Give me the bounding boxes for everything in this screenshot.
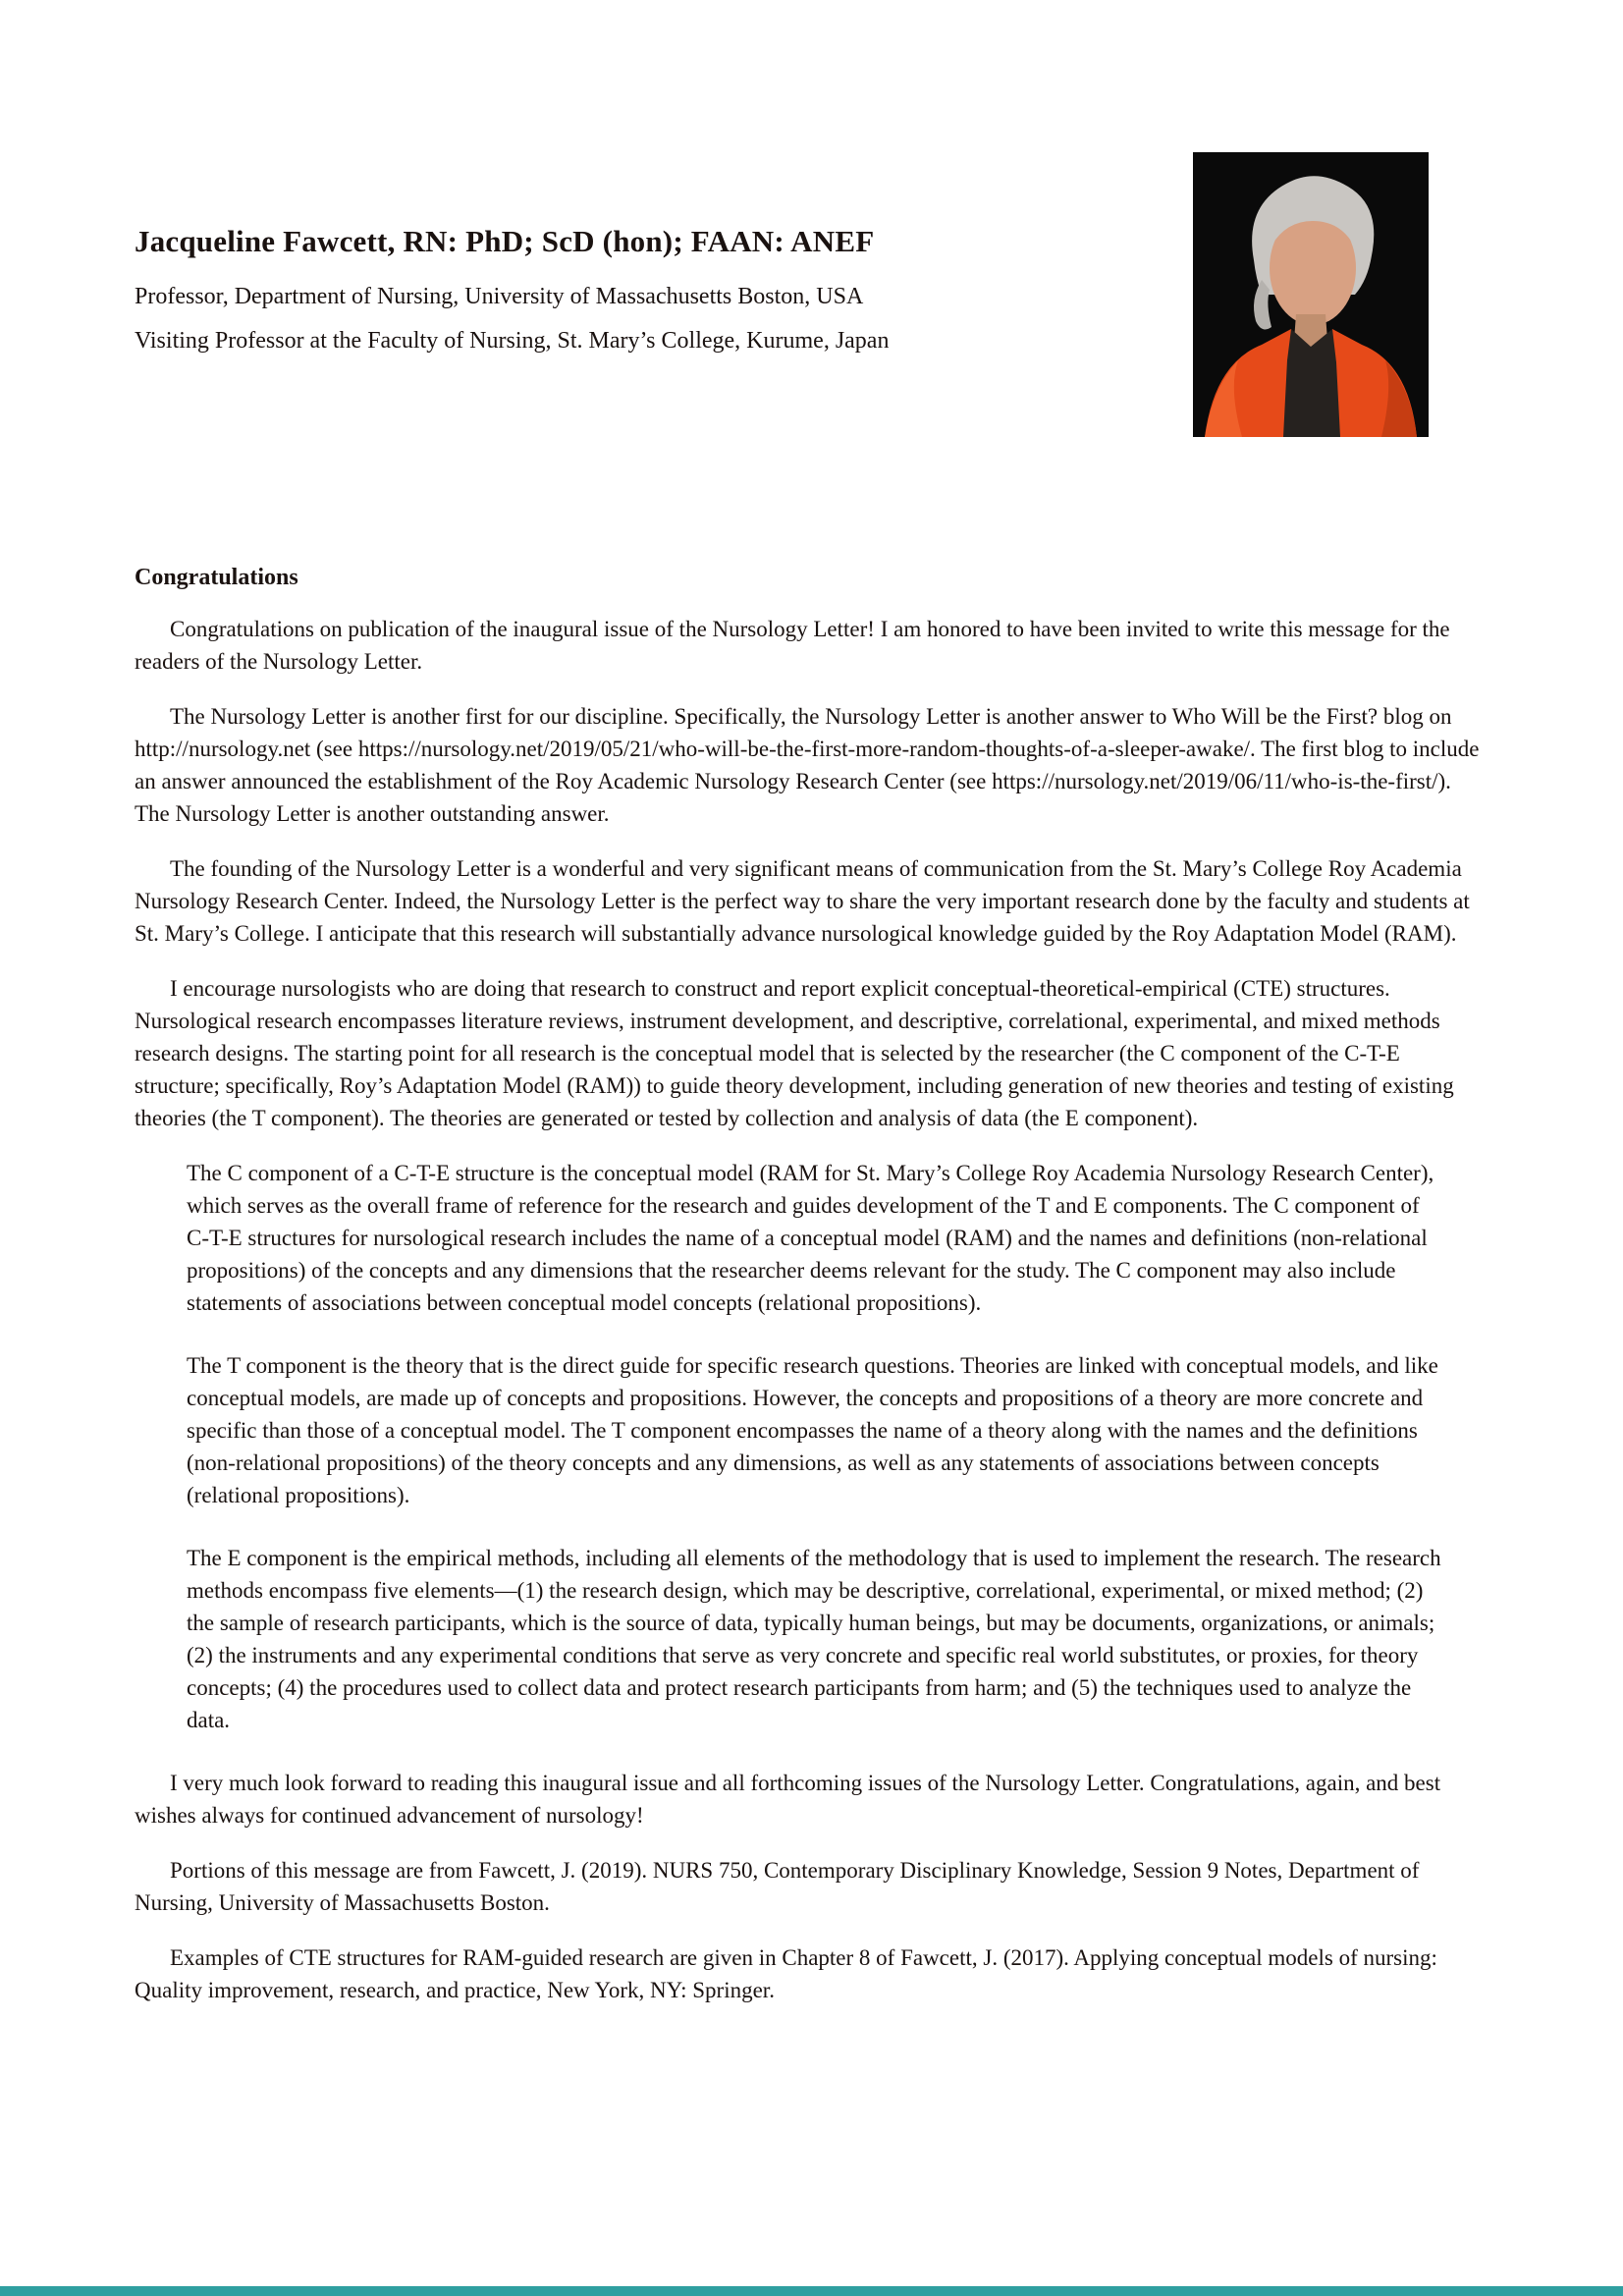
- affiliation-line-2: Visiting Professor at the Faculty of Nursing, St. Mary’s College, Kurume, Japan: [135, 328, 890, 354]
- paragraph: I very much look forward to reading this inaugural issue and all forthcoming issues of the Nursology Letter. Congratulations, again, and best wishes always for continued advancement of nursology!: [135, 1771, 1441, 1828]
- section-heading: Congratulations: [135, 565, 298, 590]
- paragraph-e-component: The E component is the empirical methods, including all elements of the methodology that is used to implement the research. The research methods encompass five elements—(1) the research design, which may be descriptive, correlational, experimental, or mixed method; (2) the sample of research participants, which is the source of data, typically human beings, but may be documents, organizations, or animals; (2) the instruments and any experimental conditions that serve as very concrete and specific real world substitutes, or proxies, for theory concepts; (4) the procedures used to collect data and protect research participants from harm; and (5) the techniques used to analyze the data.: [187, 1546, 1441, 1732]
- letter-body: [135, 565, 1489, 2029]
- paragraph: Congratulations on publication of the inaugural issue of the Nursology Letter! I am honored to have been invited to write this message for the readers of the Nursology Letter.: [135, 617, 1450, 674]
- paragraph-c-component: The C component of a C-T-E structure is the conceptual model (RAM for St. Mary’s College Roy Academia Nursology Research Center), which serves as the overall frame of reference for the research and guides development of the T and E components. The C component of C-T-E structures for nursological research includes the name of a conceptual model (RAM) and the names and definitions (non-relational propositions) of the concepts and any dimensions that the researcher deems relevant for the study. The C component may also include statements of associations between conceptual model concepts (relational propositions).: [187, 1161, 1434, 1315]
- document-header: [135, 224, 1156, 363]
- paragraph-t-component: The T component is the theory that is the direct guide for specific research questions. Theories are linked with conceptual models, and like conceptual models, are made up of concepts and propositions. However, the concepts and propositions of a theory are more concrete and specific than those of a conceptual model. The T component encompasses the name of a theory along with the names and the definitions (non-relational propositions) of the theory concepts and any dimensions, as well as any statements of associations between concepts (relational propositions).: [187, 1353, 1438, 1507]
- page-title: Jacqueline Fawcett, RN: PhD; ScD (hon); FAAN: ANEF: [135, 224, 875, 258]
- affiliation-line-1: Professor, Department of Nursing, University of Massachusetts Boston, USA: [135, 284, 864, 309]
- paragraph: The founding of the Nursology Letter is a wonderful and very significant means of communication from the St. Mary’s College Roy Academia Nursology Research Center. Indeed, the Nursology Letter is the perfect way to share the very important research done by the faculty and students at St. Mary’s College. I anticipate that this research will substantially advance nursological knowledge guided by the Roy Adaptation Model (RAM).: [135, 856, 1470, 946]
- portrait-photo: [1193, 152, 1429, 437]
- paragraph: I encourage nursologists who are doing that research to construct and report explicit conceptual-theoretical-empirical (CTE) structures. Nursological research encompasses literature reviews, instrument development, and descriptive, correlational, experimental, and mixed methods research designs. The starting point for all research is the conceptual model that is selected by the researcher (the C component of the C-T-E structure; specifically, Roy’s Adaptation Model (RAM)) to guide theory development, including generation of new theories and testing of existing theories (the T component). The theories are generated or tested by collection and analysis of data (the E component).: [135, 976, 1454, 1130]
- footer-accent-bar: [0, 2286, 1623, 2296]
- portrait-photo-illustration: [1193, 152, 1429, 437]
- paragraph: Portions of this message are from Fawcett, J. (2019). NURS 750, Contemporary Disciplinary Knowledge, Session 9 Notes, Department of Nursing, University of Massachusetts Boston.: [135, 1858, 1420, 1915]
- paragraph: The Nursology Letter is another first for our discipline. Specifically, the Nursology Letter is another answer to Who Will be the First? blog on http://nursology.net (see https://nursology.net/2019/05/21/who-will-be-the-first-more-random-thoughts-of-a-sleeper-awake/. The first blog to include an answer announced the establishment of the Roy Academic Nursology Research Center (see https://nursology.net/2019/06/11/who-is-the-first/). The Nursology Letter is another outstanding answer.: [135, 704, 1480, 826]
- paragraph: Examples of CTE structures for RAM-guided research are given in Chapter 8 of Fawcett, J. (2017). Applying conceptual models of nursing: Quality improvement, research, and practice, New York, NY: Springer.: [135, 1945, 1437, 2002]
